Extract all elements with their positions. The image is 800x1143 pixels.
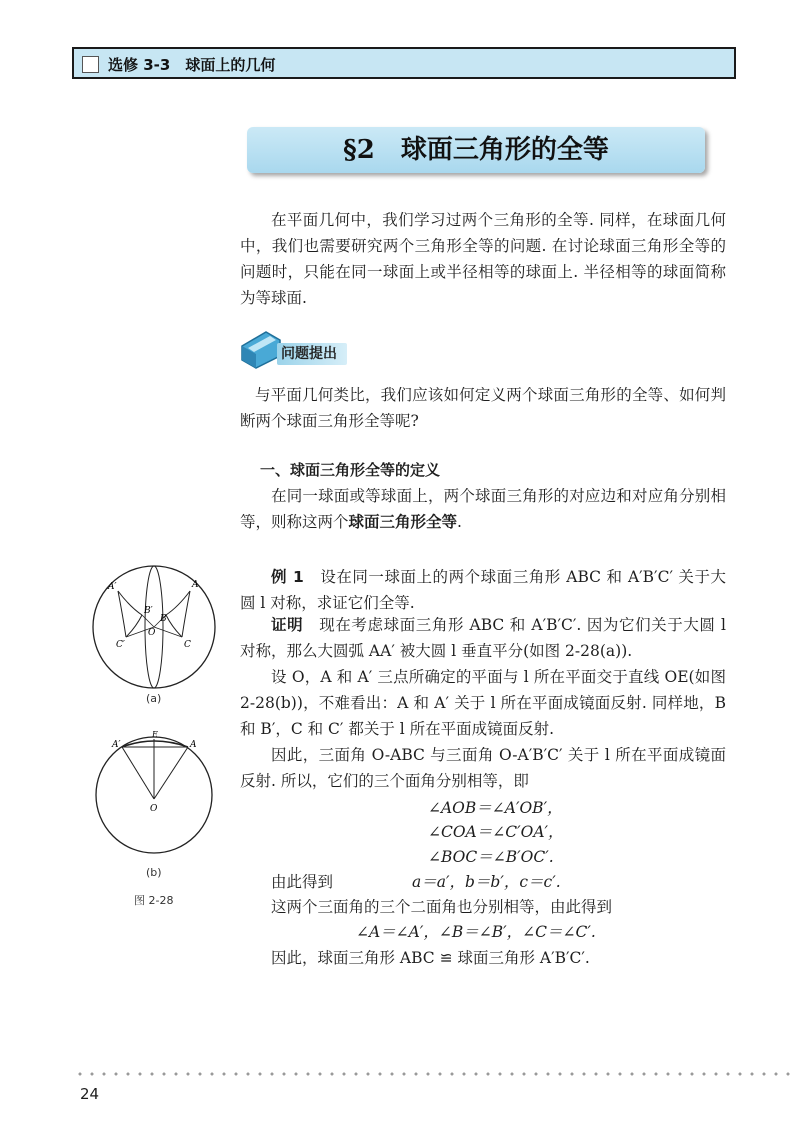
proof-label: 证明 <box>271 616 304 634</box>
example-label: 例 1 <box>271 568 304 586</box>
footer-dotted-line <box>74 1072 794 1076</box>
proof-paragraph <box>240 612 726 664</box>
fig-b-point-e: E <box>152 730 158 739</box>
fig-b-point-o: O <box>150 804 158 814</box>
definition-prefix: 在同一球面或等球面上，两个球面三角形的对应边和对应角分别相等，则称这两个 <box>240 487 726 531</box>
angle-equation: ∠A＝∠A′，∠B＝∠B′，∠C＝∠C′. <box>356 923 596 941</box>
problem-paragraph: 与平面几何类比，我们应该如何定义两个球面三角形的全等、如何判断两个球面三角形全等呢? <box>240 386 726 430</box>
chapter-header-bar <box>72 47 736 79</box>
figure-caption: 图 2-28 <box>134 894 174 907</box>
fig-b-point-a: A <box>190 740 197 750</box>
problem-label: 问题提出 <box>277 343 347 365</box>
conclusion-text: 因此，球面三角形 ABC ≌ 球面三角形 A′B′C′. <box>271 949 590 967</box>
fig-a-point-o: O <box>148 628 156 638</box>
figure-a-label: (a) <box>146 692 162 705</box>
definition-term: 球面三角形全等 <box>348 513 458 531</box>
example-paragraph <box>240 564 726 616</box>
sphere-figure-a <box>90 563 218 691</box>
section-heading-definition: 一、球面三角形全等的定义 <box>260 461 441 479</box>
sphere-figure-b <box>94 730 214 855</box>
definition-suffix: . <box>457 513 462 531</box>
proof-text: 现在考虑球面三角形 ABC 和 A′B′C′. 因为它们关于大圆 l 对称，那么大圆弧 AA′ 被大圆 l 垂直平分(如图 2-28(a)). <box>240 616 726 660</box>
section-title: §2 球面三角形的全等 <box>247 127 705 173</box>
fig-a-point-c: C <box>184 640 191 650</box>
derive-prefix: 由此得到 <box>271 873 334 891</box>
fig-a-point-c1: C′ <box>116 640 125 650</box>
chapter-header-text: 选修 3-3 球面上的几何 <box>108 56 276 74</box>
equation-coa: ∠COA＝∠C′OA′， <box>428 823 564 841</box>
fig-a-point-b1: B′ <box>144 606 153 616</box>
equation-aob: ∠AOB＝∠A′OB′， <box>428 799 563 817</box>
fig-a-point-b: B <box>160 614 167 624</box>
example-text: 设在同一球面上的两个球面三角形 ABC 和 A′B′C′ 关于大圆 l 对称，求证它们全等. <box>240 568 726 612</box>
plane-paragraph: 设 O，A 和 A′ 三点所确定的平面与 l 所在平面交于直线 OE(如图 2-28(b))，不难看出：A 和 A′ 关于 l 所在平面成镜面反射. 同样地，B 和 B′，C 和 C′ 都关于 l 所在平面成镜面反射. <box>240 668 726 738</box>
figure-b-label: (b) <box>146 866 162 879</box>
fig-b-point-a1: A′ <box>112 740 121 750</box>
definition-paragraph <box>240 483 726 535</box>
dihedral-text: 这两个三面角的三个二面角也分别相等，由此得到 <box>271 898 613 916</box>
equation-boc: ∠BOC＝∠B′OC′. <box>428 848 554 866</box>
page-number: 24 <box>80 1085 100 1103</box>
intro-paragraph: 在平面几何中，我们学习过两个三角形的全等. 同样，在球面几何中，我们也需要研究两个三角形全等的问题. 在讨论球面三角形全等的问题时，只能在同一球面上或半径相等的球面上. 半径相等的球面简称为等球面. <box>240 211 726 307</box>
fig-a-point-a1: A′ <box>108 582 117 592</box>
fig-a-point-a: A <box>192 580 199 590</box>
derive-equation: a＝a′，b＝b′，c＝c′. <box>412 873 561 891</box>
header-square-icon <box>82 56 99 73</box>
angle-paragraph: 因此，三面角 O-ABC 与三面角 O-A′B′C′ 关于 l 所在平面成镜面反射. 所以，它们的三个面角分别相等，即 <box>240 746 726 790</box>
